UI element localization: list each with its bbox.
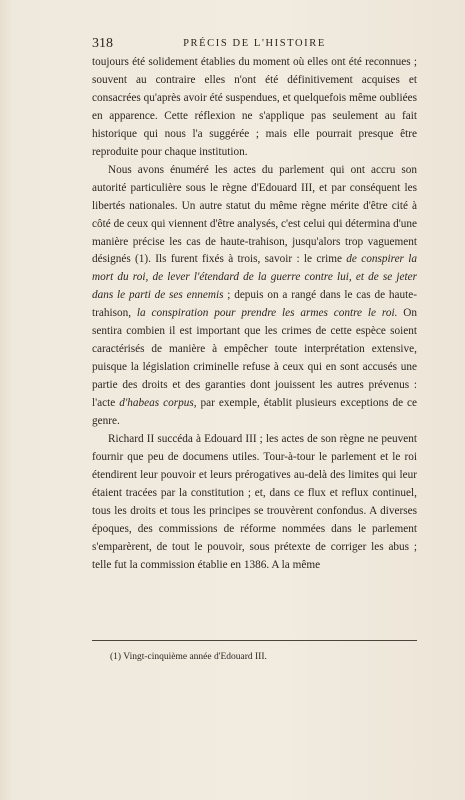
paragraph-2-text-b: ; depuis on a rangé dans le cas de haute-trahison,	[92, 289, 417, 320]
paragraph-2-text-c: On sentira combien il est important que les crimes de cette espèce soient caractérisés de manière à empêcher toute interprétation extensive, puisque la législation criminelle refuse à ceux qui en sont accusés une partie des droits et des garanties dont jouissent les autres prévenus : l'acte	[92, 307, 418, 410]
page-header	[92, 36, 417, 54]
paragraph-2-italic-3: d'habeas corpus	[119, 397, 194, 410]
paragraph-2-text-a: Nous avons énuméré les actes du parlement qui ont accru son autorité particulière sous le règne d'Edouard III, et par conséquent les libertés nationales. Un autre statut du même règne mérite d'être cité à côté de ceux qui viennent d'être analysés, c'est celui qui détermina d'une manière précise les cas de haute-trahison, jusqu'alors trop vaguement désignés (1). Ils furent fixés à trois, savoir : le crime	[92, 163, 417, 266]
page-number: 318	[92, 36, 113, 51]
footnote-divider	[92, 640, 417, 641]
body-text	[92, 54, 417, 575]
running-head: PRÉCIS DE L'HISTOIRE	[183, 38, 326, 49]
paragraph-2-text-d: , par exemple, établit plusieurs exceptions de ce genre.	[92, 397, 418, 428]
paragraph-2-italic-1: de conspirer la mort du roi, de lever l'étendard de la guerre contre lui, et de se jeter dans le parti de ses ennemis	[92, 253, 418, 302]
footnote: (1) Vingt-cinquième année d'Edouard III.	[110, 652, 267, 662]
paragraph-2-italic-2: la conspiration pour prendre les armes contre le roi.	[136, 307, 398, 320]
paragraph-1: toujours été solidement établies du moment où elles ont été reconnues ; souvent au contraire elles n'ont été définitivement acquises et consacrées qu'après avoir été suspendues, et quelquefois même oubliées en apparence. Cette réflexion ne s'applique pas seulement au fait historique qui nous l'a suggérée ; mais elle pourrait presque être reproduite pour chaque institution.	[92, 56, 417, 158]
paragraph-2	[92, 162, 417, 431]
paragraph-3: Richard II succéda à Edouard III ; les actes de son règne ne peuvent fournir que peu de documens utiles. Tour-à-tour le parlement et le roi étendirent leur pouvoir et leurs prérogatives au-delà des limites qui leur étaient tracées par la constitution ; et, dans ce flux et reflux continuel, tous les droits et tous les principes se trouvèrent confondus. A diverses époques, des commissions de réforme nommées dans le parlement s'emparèrent, de tout le pouvoir, sous prétexte de corriger les abus ; telle fut la commission établie en 1386. A la même	[92, 433, 417, 571]
